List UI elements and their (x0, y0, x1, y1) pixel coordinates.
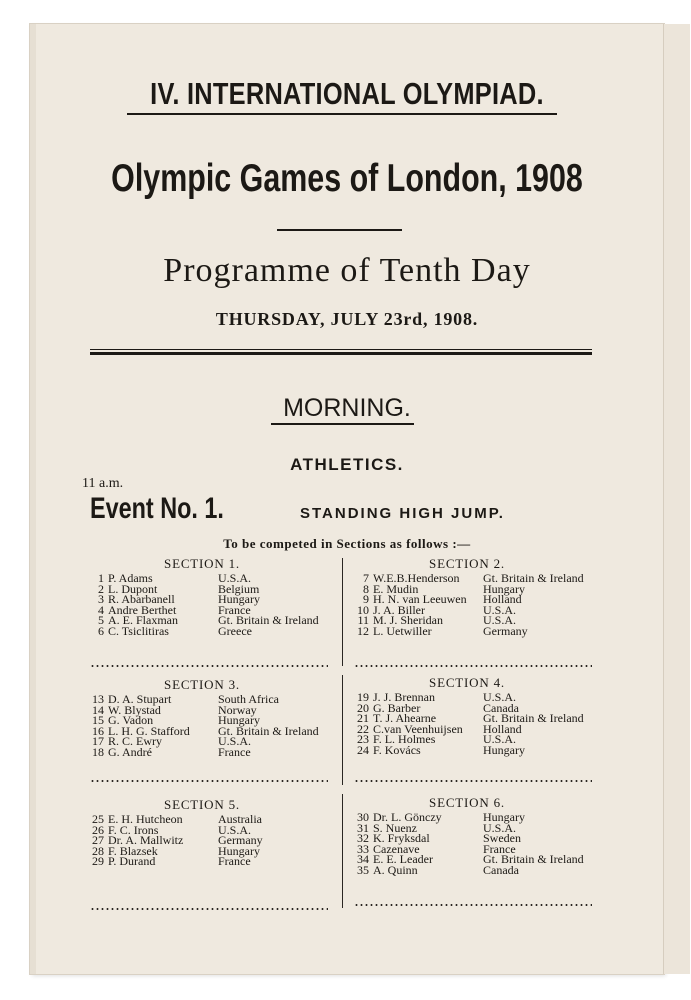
competitor-number: 31 (357, 820, 369, 835)
competitor-number: 25 (92, 812, 104, 826)
competitor-country: Holland (483, 592, 522, 607)
sport-heading: ATHLETICS. (290, 455, 404, 474)
competitor-name: P. Adams (108, 571, 153, 585)
competitor-country: Canada (483, 862, 519, 877)
competitor-row (82, 856, 342, 867)
competitor-number: 2 (98, 581, 104, 596)
competitor-country: Hungary (218, 713, 260, 728)
competitor-number: 23 (357, 732, 369, 747)
event-name: STANDING HIGH JUMP. (300, 505, 505, 522)
event-time: 11 a.m. (82, 476, 124, 491)
column-divider (342, 675, 343, 785)
olympiad-underline (127, 113, 557, 115)
competitor-number: 22 (357, 721, 369, 736)
competitor-name: K. Fryksdal (373, 831, 430, 846)
competitor-name: L. Dupont (108, 581, 158, 596)
competitor-name: D. A. Stupart (108, 692, 172, 706)
competitor-name: H. N. van Leeuwen (373, 592, 467, 607)
column-divider (342, 794, 343, 908)
competitor-number: 34 (357, 852, 369, 867)
competitor-country: France (218, 854, 251, 869)
competitor-number: 17 (92, 734, 104, 749)
competitor-number: 21 (357, 711, 369, 726)
competitor-number: 12 (357, 623, 369, 638)
section-1 (82, 558, 342, 637)
competitor-row (82, 744, 342, 759)
competitor-country: Hungary (218, 592, 260, 607)
section-title: SECTION 1. (164, 556, 240, 571)
competitor-country: Gt. Britain & Ireland (218, 613, 319, 628)
competitor-name: C.van Veenhuijsen (373, 721, 463, 736)
competitor-number: 5 (98, 613, 104, 628)
dotted-divider (354, 665, 592, 667)
competitor-country: South Africa (218, 692, 279, 706)
competitor-name: C. Tsiclitiras (108, 623, 169, 638)
dotted-divider (354, 904, 592, 906)
competitor-country: U.S.A. (483, 613, 517, 628)
session-underline (271, 423, 414, 425)
competitor-name: E. E. Leader (373, 852, 433, 867)
section-6 (347, 797, 607, 876)
short-divider (277, 229, 402, 231)
competitor-country: France (218, 744, 251, 759)
competitor-country: U.S.A. (218, 571, 252, 585)
competitor-row (347, 742, 607, 757)
competitor-name: F. Blazsek (108, 843, 158, 858)
section-title: SECTION 5. (164, 797, 240, 812)
competitor-name: Dr. L. Gönczy (373, 810, 442, 824)
event-number: Event No. 1. (90, 492, 224, 525)
competitor-country: Gt. Britain & Ireland (218, 723, 319, 738)
competitor-list (347, 573, 607, 637)
competitor-name: L. Uetwiller (373, 623, 432, 638)
competitor-list (82, 573, 342, 637)
competitor-country: Norway (218, 702, 257, 717)
competitor-number: 33 (357, 841, 369, 856)
competitor-list (82, 814, 342, 867)
competitor-number: 24 (357, 742, 369, 757)
competitor-name: G. Barber (373, 700, 421, 715)
competitor-country: U.S.A. (483, 602, 517, 617)
competitor-number: 10 (357, 602, 369, 617)
dotted-divider (90, 780, 328, 782)
competitor-country: Hungary (218, 843, 260, 858)
competitor-row (347, 862, 607, 877)
competitor-number: 13 (92, 692, 104, 706)
competitor-country: Hungary (483, 742, 525, 757)
programme-title: Programme of Tenth Day (163, 252, 531, 289)
competitor-number: 8 (363, 581, 369, 596)
competitor-row (82, 623, 342, 638)
section-4 (347, 677, 607, 756)
competitor-name: F. Kovács (373, 742, 421, 757)
competitor-country: Gt. Britain & Ireland (483, 571, 584, 585)
section-title: SECTION 6. (429, 795, 505, 810)
competitor-number: 3 (98, 592, 104, 607)
programme-page (30, 24, 664, 974)
dotted-divider (90, 665, 328, 667)
competitor-number: 19 (357, 690, 369, 704)
competitor-name: F. C. Irons (108, 822, 159, 837)
competitor-name: E. Mudin (373, 581, 419, 596)
competitor-number: 29 (92, 854, 104, 869)
section-2 (347, 558, 607, 637)
section-title: SECTION 3. (164, 677, 240, 692)
competitor-list (347, 812, 607, 876)
competitor-list (347, 692, 607, 756)
competitor-country: Gt. Britain & Ireland (483, 711, 584, 726)
competitor-number: 4 (98, 602, 104, 617)
games-title: Olympic Games of London, 1908 (111, 157, 583, 200)
competitor-row (347, 623, 607, 638)
section-instruction: To be competed in Sections as follows :— (223, 536, 471, 551)
competitor-country: U.S.A. (483, 820, 517, 835)
competitor-name: A. Quinn (373, 862, 418, 877)
competitor-number: 35 (357, 862, 369, 877)
competitor-name: Andre Berthet (108, 602, 177, 617)
competitor-number: 18 (92, 744, 104, 759)
competitor-number: 26 (92, 822, 104, 837)
competitor-country: France (218, 602, 251, 617)
competitor-number: 20 (357, 700, 369, 715)
competitor-country: Holland (483, 721, 522, 736)
competitor-name: L. H. G. Stafford (108, 723, 190, 738)
competitor-number: 14 (92, 702, 104, 717)
competitor-country: Hungary (483, 581, 525, 596)
competitor-number: 27 (92, 833, 104, 848)
double-rule-bottom (90, 352, 592, 355)
section-title: SECTION 4. (429, 675, 505, 690)
competitor-country: Australia (218, 812, 262, 826)
competitor-number: 16 (92, 723, 104, 738)
competitor-name: J. A. Biller (373, 602, 426, 617)
competitor-name: F. L. Holmes (373, 732, 436, 747)
competitor-list (82, 694, 342, 758)
competitor-country: U.S.A. (218, 734, 252, 749)
competitor-country: Hungary (483, 810, 525, 824)
section-3 (82, 679, 342, 758)
competitor-country: U.S.A. (218, 822, 252, 837)
competitor-country: Belgium (218, 581, 260, 596)
section-title: SECTION 2. (429, 556, 505, 571)
competitor-name: P. Durand (108, 854, 156, 869)
programme-date: THURSDAY, JULY 23rd, 1908. (215, 309, 479, 329)
competitor-number: 11 (357, 613, 369, 628)
competitor-name: S. Nuenz (373, 820, 417, 835)
dotted-divider (354, 780, 592, 782)
competitor-name: R. Abarbanell (108, 592, 175, 607)
competitor-country: Germany (483, 623, 528, 638)
page-spine-shadow (30, 24, 36, 974)
competitor-name: W. Blystad (108, 702, 161, 717)
double-rule-top (90, 349, 592, 350)
competitor-name: M. J. Sheridan (373, 613, 443, 628)
section-5 (82, 799, 342, 867)
competitor-name: R. C. Ewry (108, 734, 162, 749)
competitor-country: Greece (218, 623, 252, 638)
competitor-name: J. J. Brennan (373, 690, 435, 704)
competitor-number: 1 (98, 571, 104, 585)
competitor-number: 7 (363, 571, 369, 585)
competitor-country: U.S.A. (483, 690, 517, 704)
competitor-country: Gt. Britain & Ireland (483, 852, 584, 867)
session-heading: MORNING. (283, 394, 411, 422)
olympiad-heading: IV. INTERNATIONAL OLYMPIAD. (150, 76, 544, 111)
competitor-name: W.E.B.Henderson (373, 571, 460, 585)
dotted-divider (90, 908, 328, 910)
competitor-country: Canada (483, 700, 519, 715)
competitor-number: 9 (363, 592, 369, 607)
competitor-name: Dr. A. Mallwitz (108, 833, 184, 848)
competitor-country: Sweden (483, 831, 521, 846)
competitor-country: U.S.A. (483, 732, 517, 747)
competitor-name: G. André (108, 744, 152, 759)
column-divider (342, 558, 343, 666)
competitor-name: G. Vadon (108, 713, 154, 728)
competitor-name: E. H. Hutcheon (108, 812, 183, 826)
competitor-number: 6 (98, 623, 104, 638)
competitor-name: T. J. Ahearne (373, 711, 437, 726)
competitor-number: 30 (357, 810, 369, 824)
competitor-name: A. E. Flaxman (108, 613, 178, 628)
competitor-number: 28 (92, 843, 104, 858)
competitor-country: France (483, 841, 516, 856)
competitor-number: 32 (357, 831, 369, 846)
competitor-country: Germany (218, 833, 263, 848)
competitor-name: Cazenave (373, 841, 420, 856)
competitor-number: 15 (92, 713, 104, 728)
